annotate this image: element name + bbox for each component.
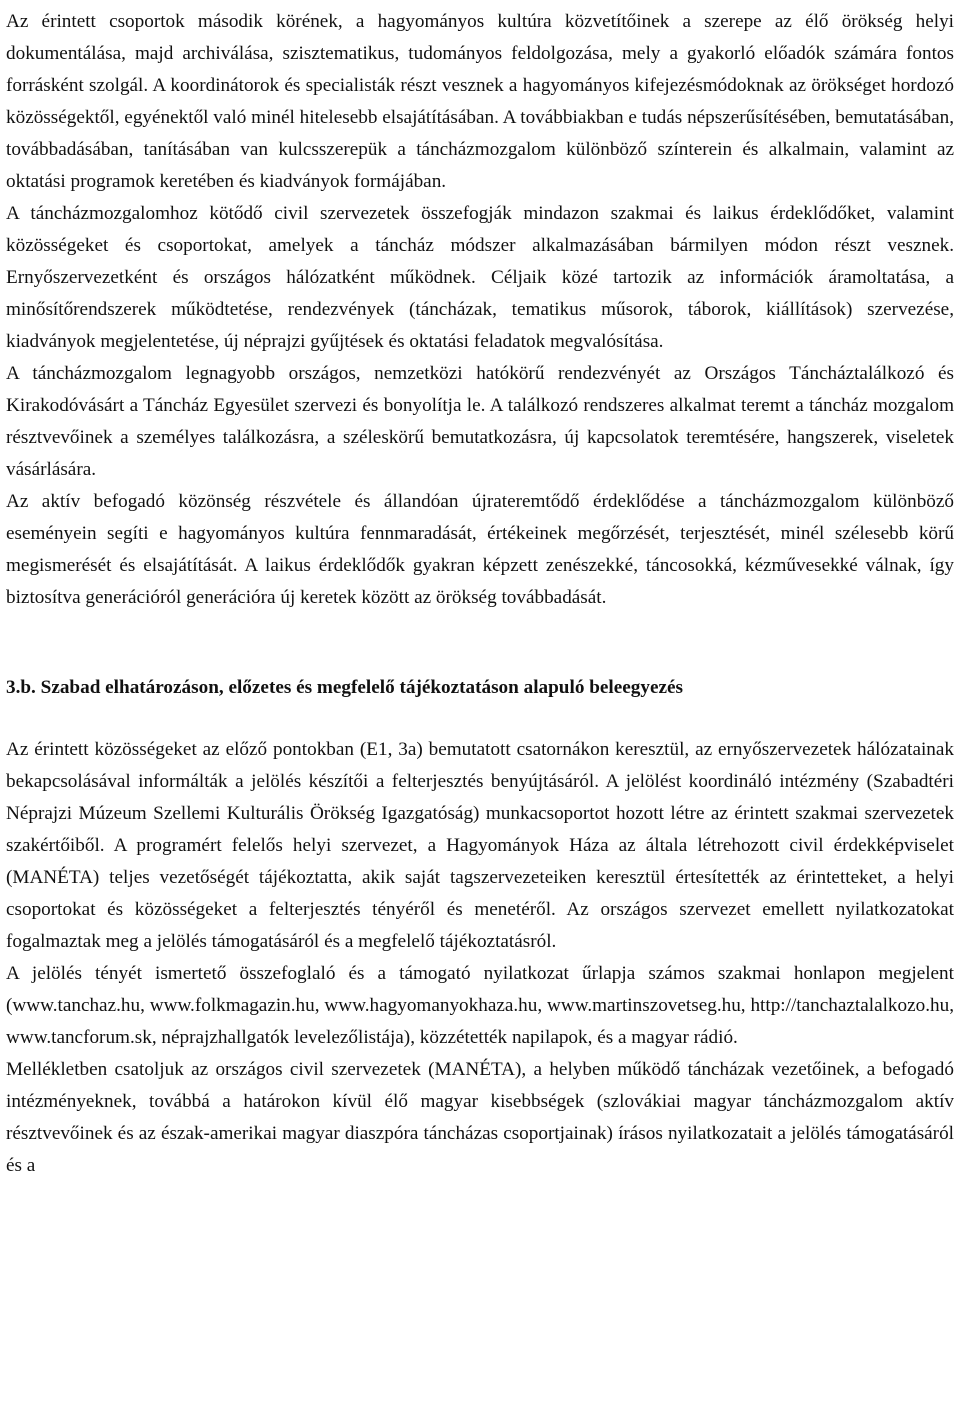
section-heading-3b: 3.b. Szabad elhatározáson, előzetes és megfelelő tájékoztatáson alapuló beleegyezés	[6, 677, 683, 698]
paragraph-informed-communities: Az érintett közösségeket az előző pontokban (E1, 3a) bemutatott csatornákon keresztül, az ernyőszervezetek hálózatainak bekapcsolásával informálták a jelölés készítői a felterjesztés benyújtásáról. A jelölést koordináló intézmény (Szabadtéri Néprajzi Múzeum Szellemi Kulturális Örökség Igazgatóság) munkacsoportot hozott létre az érintett szakmai szervezetek szakértőiből. A programért felelős helyi szervezet, a Hagyományok Háza az általa létrehozott civil érdekképviselet (MANÉTA) teljes vezetőségét tájékoztatta, akik saját tagszervezeteiken keresztül értesítették az érintetteket, a helyi csoportokat és közösségeket a felterjesztés tényéről és menetéről. Az országos szervezet emellett nyilatkozatokat fogalmaztak meg a jelölés támogatásáról és a megfelelő tájékoztatásról.	[6, 739, 954, 952]
paragraph-active-audience: Az aktív befogadó közönség részvétele és állandóan újrateremtődő érdeklődése a táncházmozgalom különböző eseményein segíti e hagyományos kultúra fennmaradását, értékeinek megőrzését, terjesztését, minél szélesebb körű megismerését és elsajátítását. A laikus érdeklődők gyakran képzett zenészekké, táncosokká, kézművesekké válnak, így biztosítva generációról generációra új keretek között az örökség továbbadását.	[6, 491, 954, 608]
paragraph-publicity-websites: A jelölés tényét ismertető összefoglaló és a támogató nyilatkozat űrlapja számos szakmai honlapon megjelent (www.tanchaz.hu, www.folkmagazin.hu, www.hagyomanyokhaza.hu, www.martinszovetseg.hu, http://tanchaztalalkozo.hu, www.tancforum.sk, néprajzhallgatók levelezőlistája), közzétették napilapok, és a magyar rádió.	[6, 963, 954, 1048]
paragraph-attached-declarations: Mellékletben csatoljuk az országos civil szervezetek (MANÉTA), a helyben működő táncházak vezetőinek, a befogadó intézményeknek, továbbá a határokon kívül élő magyar kisebbségek (szlovákiai magyar táncházmozgalom aktív résztvevőinek és az észak-amerikai magyar diaszpóra táncházas csoportjainak) írásos nyilatkozatait a jelölés támogatásáról és a	[6, 1059, 954, 1176]
paragraph-civil-organizations: A táncházmozgalomhoz kötődő civil szervezetek összefogják mindazon szakmai és laikus érdeklődőket, valamint közösségeket és csoportokat, amelyek a táncház módszer alkalmazásában bármilyen módon részt vesznek. Ernyőszervezetként és országos hálózatként működnek. Céljaik közé tartozik az információk áramoltatása, a minősítőrendszerek működtetése, rendezvények (táncházak, tematikus műsorok, táborok, kiállítások) szervezése, kiadványok megjelentetése, új néprajzi gyűjtések és oktatási feladatok megvalósítása.	[6, 203, 954, 352]
paragraph-national-meeting: A táncházmozgalom legnagyobb országos, nemzetközi hatókörű rendezvényét az Országos Táncháztalálkozó és Kirakodóvásárt a Táncház Egyesület szervezi és bonyolítja le. A találkozó rendszeres alkalmat teremt a táncház mozgalom résztvevőinek a személyes találkozásra, a széleskörű bemutatkozásra, új kapcsolatok teremtésére, hangszerek, viseletek vásárlására.	[6, 363, 954, 480]
document-page	[6, 6, 954, 1182]
paragraph-role-of-mediators: Az érintett csoportok második körének, a hagyományos kultúra közvetítőinek a szerepe az élő örökség helyi dokumentálása, majd archiválása, szisztematikus, tudományos feldolgozása, mely a gyakorló előadók számára fontos forrásként szolgál. A koordinátorok és specialisták részt vesznek a hagyományos kifejezésmódoknak az örökséget hordozó közösségektől, egyénektől való minél hitelesebb elsajátításában. A továbbiakban e tudás népszerűsítésében, bemutatásában, továbbadásában, tanításában van kulcsszerepük a táncházmozgalom különböző színterein és alkalmain, valamint az oktatási programok keretében és kiadványok formájában.	[6, 11, 954, 192]
